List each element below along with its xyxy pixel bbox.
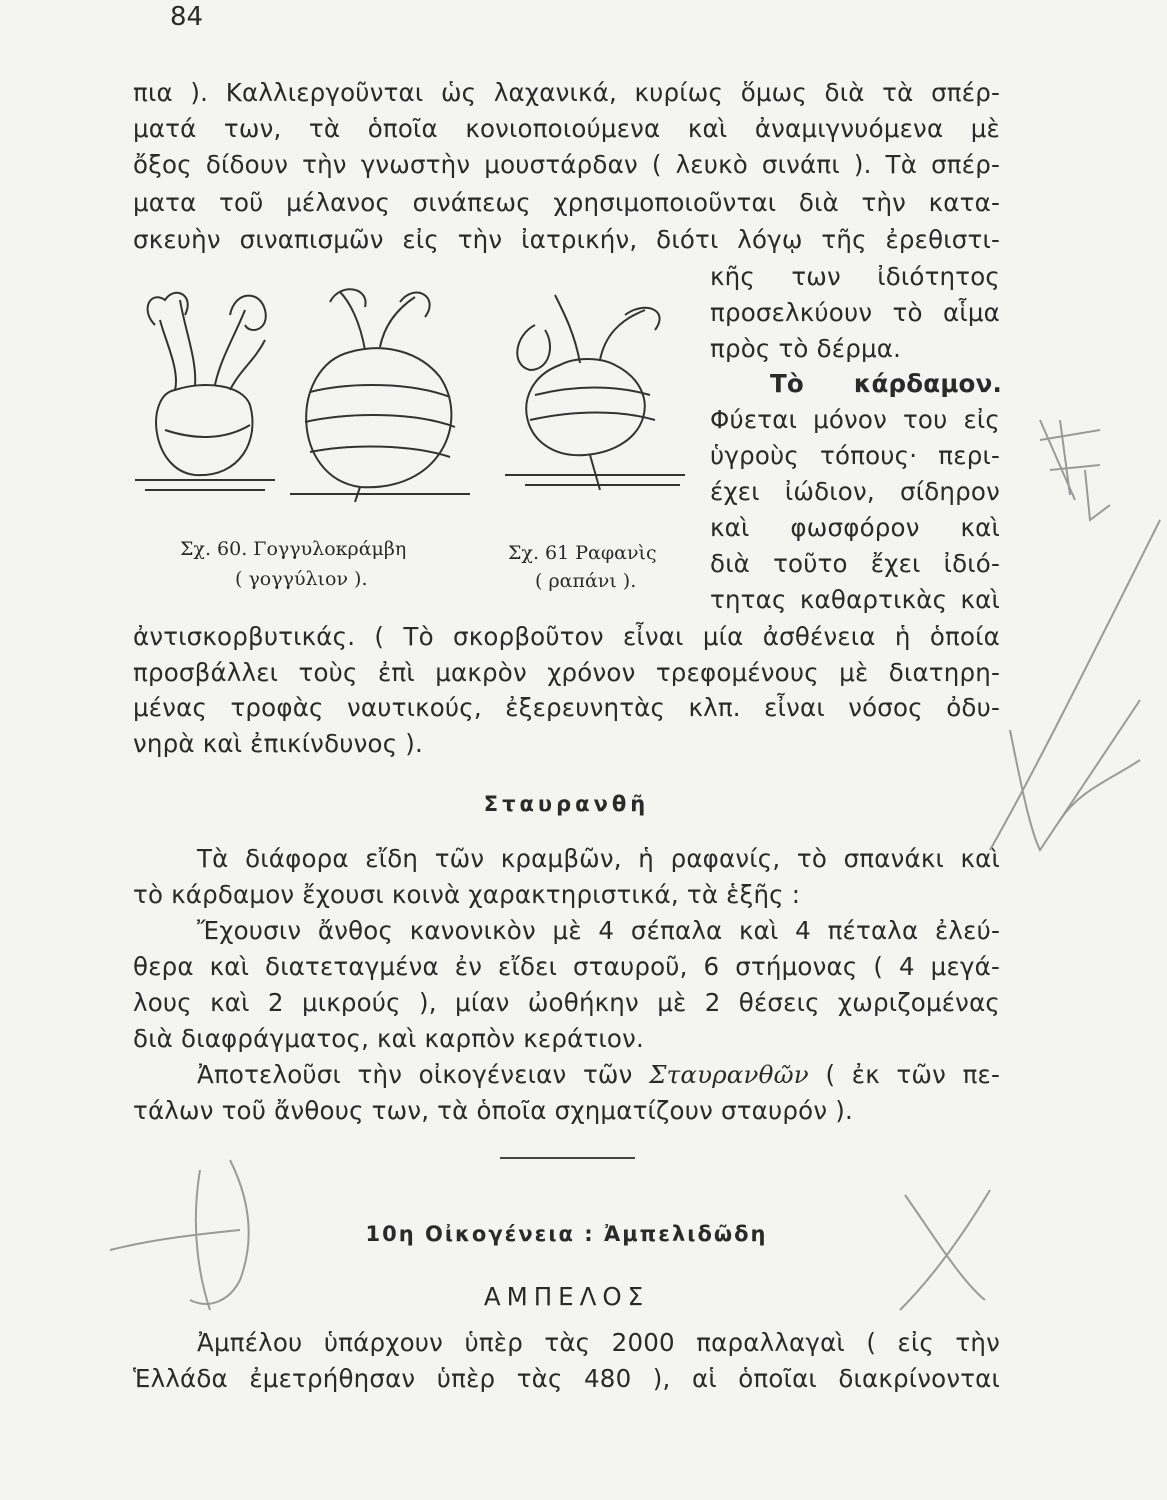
text-line: Ἀμπέλου ὑπάρχουν ὑπὲρ τὰς 2000 παραλλαγαὶ ( εἰς τὴν — [197, 1328, 1000, 1357]
text-line: μένας τροφὰς ναυτικούς, ἐξερευνητὰς κλπ. εἶναι νόσος ὀδυ- — [133, 693, 1000, 722]
text-line: τὸ κάρδαμον ἔχουσι κοινὰ χαρακτηριστικά, τὰ ἑξῆς : — [133, 880, 801, 909]
text-line: πρὸς τὸ δέρμα. — [710, 334, 902, 363]
text-line: έχει ἰώδιον, σίδηρον — [710, 477, 1000, 506]
text-line: νηρὰ καὶ ἐπικίνδυνος ). — [133, 729, 424, 758]
italic-term: Σταυρανθῶν — [649, 1060, 809, 1089]
text-line: τητας καθαρτικὰς καὶ — [710, 585, 1000, 614]
text-run: ( ἐκ τῶν πε- — [808, 1060, 1000, 1089]
text-line: Φύεται μόνον του εἰς — [710, 405, 1000, 434]
text-line: διὰ διαφράγματος, καὶ καρπὸν κεράτιον. — [133, 1024, 644, 1053]
text-line: πια ). Καλλιεργοῦνται ὡς λαχανικά, κυρίως ὅμως διὰ τὰ σπέρ- — [133, 78, 1000, 107]
text-line: θερα καὶ διατεταγμένα ἐν εἴδει σταυροῦ, 6 στήμονας ( 4 μεγά- — [133, 952, 1000, 981]
text-line: ἀντισκορβυτικάς. ( Τὸ σκορβοῦτον εἶναι μία ἀσθένεια ἡ ὁποία — [133, 622, 1000, 651]
text-line: κῆς των ἰδιότητος — [710, 262, 1000, 291]
text-run: Ἀποτελοῦσι τὴν οἰκογένειαν τῶν — [197, 1060, 650, 1089]
family-heading: 10η Οἰκογένεια : Ἀμπελιδῶδη — [365, 1222, 768, 1246]
text-line: προσβάλλει τοὺς ἐπὶ μακρὸν χρόνον τρεφομένους μὲ διατηρη- — [133, 658, 1000, 687]
text-line: Ἑλλάδα ἐμετρήθησαν ὑπὲρ τὰς 480 ), αἱ ὁποῖαι διακρίνονται — [133, 1364, 1000, 1393]
text-line: Ἔχουσιν ἄνθος κανονικὸν μὲ 4 σέπαλα καὶ 4 πέταλα ἐλεύ- — [197, 916, 1000, 945]
text-line: διὰ τοῦτο ἔχει ἰδιό- — [710, 549, 1000, 578]
page-number: 84 — [170, 2, 204, 32]
caption-fig-60-sub: ( γογγύλιον ). — [235, 568, 368, 590]
text-line: ματα τοῦ μέλανος σινάπεως χρησιμοποιοῦνται διὰ τὴν κατα- — [133, 188, 1000, 217]
text-line: προσελκύουν τὸ αἷμα — [710, 298, 1000, 327]
text-line: λους καὶ 2 μικρούς ), μίαν ὠοθήκην μὲ 2 θέσεις χωριζομένας — [133, 988, 1000, 1017]
text-line: καὶ φωσφόρον καὶ — [710, 513, 1000, 542]
caption-fig-60: Σχ. 60. Γογγυλοκράμβη — [180, 538, 407, 560]
text-line: ὄξος δίδουν τὴν γνωστὴν μουστάρδαν ( λευκὸ σινάπι ). Τὰ σπέρ- — [133, 150, 1000, 179]
heading-stauranthe: Σταυρανθῆ — [483, 792, 650, 816]
section-heading-ampelos: ΑΜΠΕΛΟΣ — [483, 1282, 650, 1311]
text-line: ὑγροὺς τόπους· περι- — [710, 441, 1000, 470]
subheading-kardamon: Τὸ κάρδαμον. — [770, 369, 1002, 398]
caption-fig-61-sub: ( ραπάνι ). — [535, 570, 637, 592]
text-line: ματά των, τὰ ὁποῖα κονιοποιούμενα καὶ ἀναμιγνυόμενα μὲ — [133, 114, 1000, 143]
text-line: σκευὴν σιναπισμῶν εἰς τὴν ἰατρικήν, διότι λόγῳ τῆς ἐρεθιστι- — [133, 225, 1000, 254]
text-line: Τὰ διάφορα εἴδη τῶν κραμβῶν, ἡ ραφανίς, τὸ σπανάκι καὶ — [197, 844, 1000, 873]
text-line: τάλων τοῦ ἄνθους των, τὰ ὁποῖα σχηματίζουν σταυρόν ). — [133, 1096, 853, 1125]
caption-fig-61: Σχ. 61 Ραφανὶς — [508, 542, 657, 564]
